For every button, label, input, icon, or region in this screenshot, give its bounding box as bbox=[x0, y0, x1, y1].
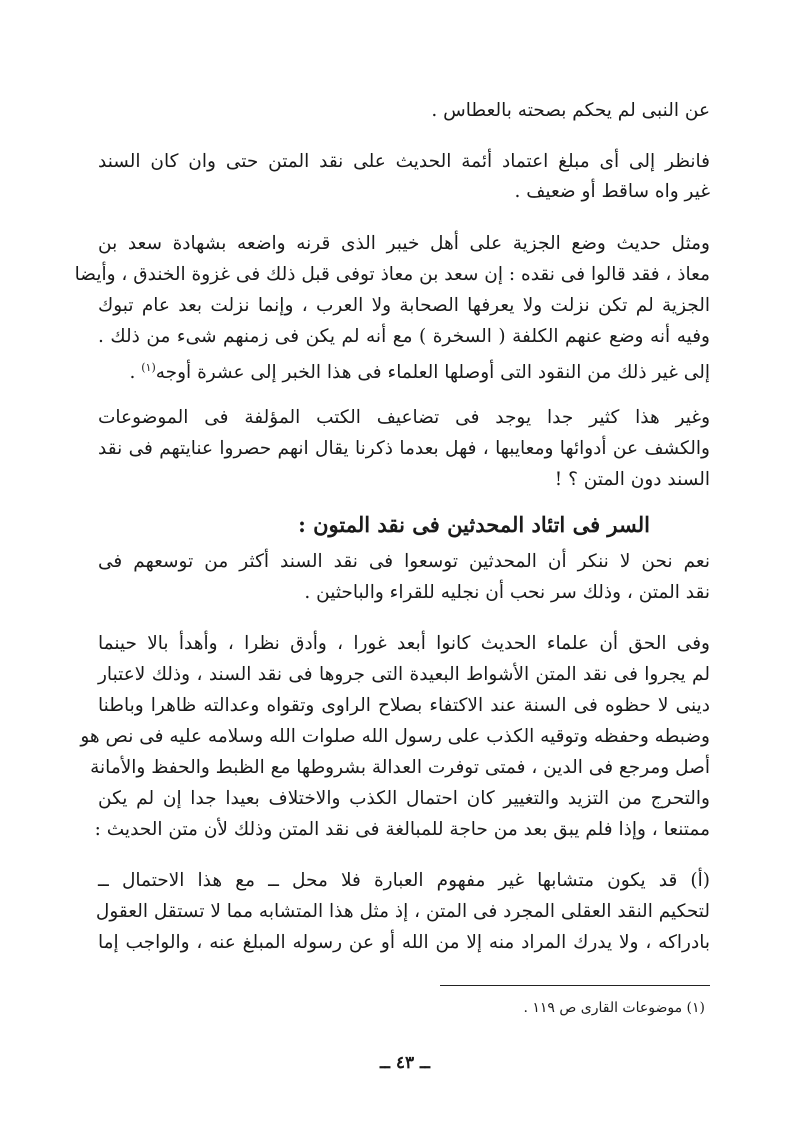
text-line: وفيه أنه وضع عنهم الكلفة ( السخرة ) مع أنه لم يكن فى زمنهم شىء من ذلك . bbox=[98, 326, 710, 347]
text-line: ممتنعا ، وإذا فلم يبق بعد من حاجة للمبالغة فى نقد المتن وذلك لأن متن الحديث : bbox=[94, 819, 710, 840]
text-span: . bbox=[129, 362, 142, 384]
text-line: والكشف عن أدوائها ومعايبها ، فهل بعدما ذكرنا يقال انهم حصروا عنايتهم فى نقد bbox=[98, 438, 710, 459]
text-line: الجزية لم تكن نزلت ولا يعرفها الصحابة ولا العرب ، وإنما نزلت بعد عام تبوك bbox=[98, 295, 710, 316]
text-line bbox=[98, 353, 710, 388]
footnote: (١) موضوعات القارى ص ١١٩ . bbox=[523, 1000, 705, 1016]
text-line: لم يجروا فى نقد المتن الأشواط البعيدة التى جروها فى نقد السند ، وذلك لاعتبار bbox=[98, 664, 710, 685]
footnote-marker: (١) bbox=[141, 361, 156, 374]
text-line: نعم نحن لا ننكر أن المحدثين توسعوا فى نقد السند أكثر من توسعهم فى bbox=[98, 551, 710, 572]
text-span: إلى غير ذلك من النقود التى أوصلها العلماء فى هذا الخبر إلى عشرة أوجه bbox=[155, 362, 710, 384]
text-line: السند دون المتن ؟ ! bbox=[554, 469, 710, 490]
text-line: أصل ومرجع فى الدين ، فمتى توفرت العدالة بشروطها مع الظبط والحفظ والأمانة bbox=[90, 757, 710, 778]
text-line: فانظر إلى أى مبلغ اعتماد أئمة الحديث على نقد المتن حتى وان كان السند bbox=[98, 151, 710, 172]
text-line: (أ) قد يكون متشابها غير مفهوم العبارة فلا محل ــ مع هذا الاحتمال ــ bbox=[98, 870, 710, 891]
page-number: ــ ٤٣ ــ bbox=[379, 1053, 431, 1073]
text-line: لتحكيم النقد العقلى المجرد فى المتن ، إذ مثل هذا المتشابه مما لا تستقل العقول bbox=[95, 901, 710, 922]
text-line: غير واه ساقط أو ضعيف . bbox=[514, 181, 710, 202]
footnote-divider bbox=[440, 985, 710, 986]
text-line: وضبطه وحفظه وتوقيه الكذب على رسول الله صلوات الله وسلامه عليه فى نص هو bbox=[80, 726, 710, 747]
text-line: عن النبى لم يحكم بصحته بالعطاس . bbox=[431, 100, 710, 121]
text-line: بادراكه ، ولا يدرك المراد منه إلا من الله أو عن رسوله المبلغ عنه ، والواجب إما bbox=[98, 932, 710, 953]
text-line: وفى الحق أن علماء الحديث كانوا أبعد غورا ، وأدق نظرا ، وأهدأ بالا حينما bbox=[98, 633, 710, 654]
text-line: نقد المتن ، وذلك سر نحب أن نجليه للقراء والباحثين . bbox=[304, 582, 710, 603]
text-line: معاذ ، فقد قالوا فى نقده : إن سعد بن معاذ توفى قبل ذلك فى غزوة الخندق ، وأيضا bbox=[74, 264, 710, 285]
text-line: دينى لا حظوه فى السنة عند الاكتفاء بصلاح الراوى وتقواه وعدالته ظاهرا وباطنا bbox=[98, 695, 710, 716]
text-line: وغير هذا كثير جدا يوجد فى تضاعيف الكتب المؤلفة فى الموضوعات bbox=[98, 407, 710, 428]
text-line: والتحرج من التزيد والتغيير كان احتمال الكذب والاختلاف بعيدا جدا إن لم يكن bbox=[98, 788, 710, 809]
section-heading: السر فى اتئاد المحدثين فى نقد المتون : bbox=[298, 512, 650, 537]
text-line: ومثل حديث وضع الجزية على أهل خيبر الذى قرنه واضعه بشهادة سعد بن bbox=[98, 233, 710, 254]
